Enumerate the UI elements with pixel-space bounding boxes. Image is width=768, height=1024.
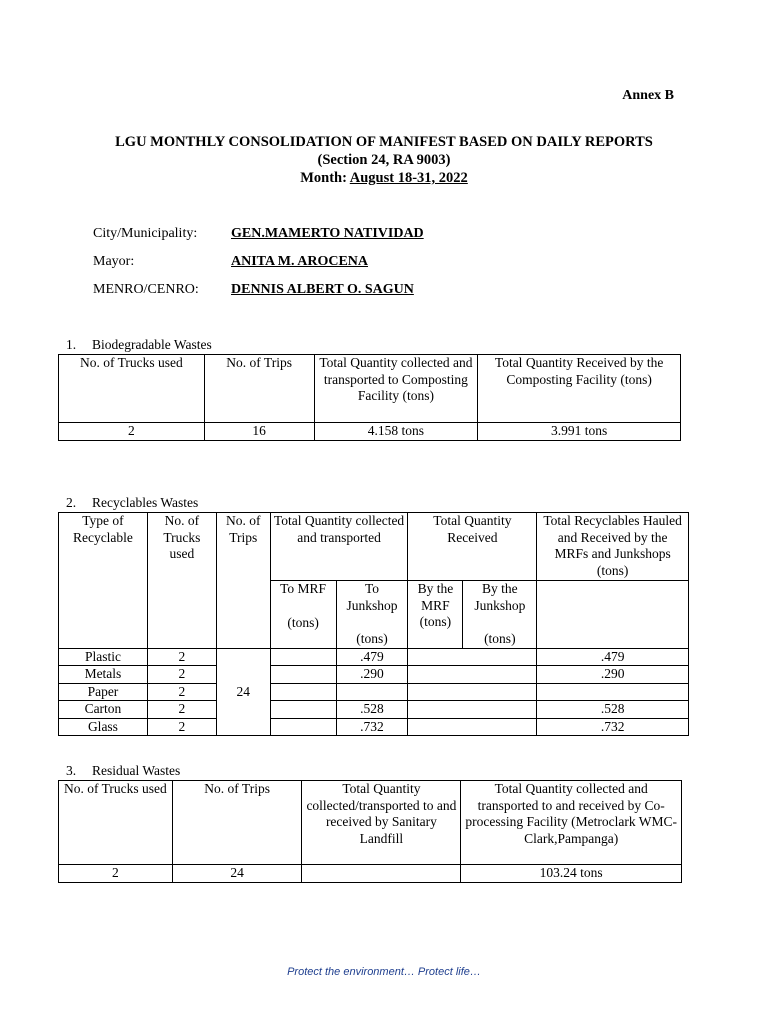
cell-hauled: .290 <box>537 666 689 684</box>
unit-label: (tons) <box>419 614 452 629</box>
header-trucks: No. of Trucks used <box>59 781 173 865</box>
cell-trucks: 2 <box>147 648 216 666</box>
cell-trips: 24 <box>216 648 270 736</box>
mayor-row <box>93 254 368 270</box>
document-title: LGU MONTHLY CONSOLIDATION OF MANIFEST BASED ON DAILY REPORTS <box>115 134 653 150</box>
header-hauled: Total Recyclables Hauled and Received by the MRFs and Junkshops (tons) <box>537 513 689 581</box>
header-trips: No. of Trips <box>204 355 314 423</box>
header-trips: No. of Trips <box>216 513 270 649</box>
table-header-row <box>59 781 682 865</box>
biodegradable-title: Biodegradable Wastes <box>92 337 212 352</box>
city-row <box>93 226 424 242</box>
unit-label: (tons) <box>356 631 388 646</box>
cell-to-mrf <box>270 718 336 736</box>
cell-trips: 24 <box>172 865 302 883</box>
mayor-label: Mayor: <box>93 254 135 269</box>
header-type: Type of Recyclable <box>59 513 148 649</box>
cell-to-junkshop: .290 <box>336 666 408 684</box>
document-section: (Section 24, RA 9003) <box>317 152 451 168</box>
residual-heading <box>66 763 180 779</box>
menro-row <box>93 282 414 298</box>
cell-type: Plastic <box>59 648 148 666</box>
residual-title: Residual Wastes <box>92 763 181 778</box>
by-junkshop-label: By the Junkshop <box>474 581 526 613</box>
biodegradable-heading <box>66 337 212 353</box>
header-coprocessing: Total Quantity collected and transported to and received by Co-processing Facility (Metroclark WMC-Clark,Pampanga) <box>461 781 682 865</box>
month-value: August 18-31, 2022 <box>349 170 468 186</box>
residual-number: 3. <box>66 763 77 778</box>
cell-coprocessing: 103.24 tons <box>461 865 682 883</box>
cell-collected: 4.158 tons <box>314 423 478 441</box>
cell-trucks: 2 <box>147 718 216 736</box>
cell-to-junkshop: .528 <box>336 701 408 719</box>
cell-received <box>408 701 537 719</box>
unit-label: (tons) <box>484 631 516 646</box>
header-trucks: No. of Trucks used <box>147 513 216 649</box>
table-row <box>59 648 689 666</box>
header-trucks: No. of Trucks used <box>59 355 205 423</box>
document-month <box>0 169 768 187</box>
subheader-by-junkshop <box>463 581 537 649</box>
header-collected: Total Quantity collected and transported <box>270 513 408 581</box>
unit-label: (tons) <box>287 614 319 630</box>
cell-received <box>408 666 537 684</box>
header-trips: No. of Trips <box>172 781 302 865</box>
cell-received <box>408 648 537 666</box>
cell-type: Metals <box>59 666 148 684</box>
cell-trucks: 2 <box>147 666 216 684</box>
cell-trucks: 2 <box>59 865 173 883</box>
table-row <box>59 666 689 684</box>
document-title-block <box>0 133 768 187</box>
cell-received: 3.991 tons <box>478 423 681 441</box>
cell-received <box>408 718 537 736</box>
cell-hauled <box>537 683 689 701</box>
residual-table <box>58 780 682 883</box>
header-collected: Total Quantity collected and transported to Composting Facility (tons) <box>314 355 478 423</box>
subheader-to-mrf <box>270 581 336 649</box>
recyclables-heading <box>66 495 198 511</box>
cell-type: Glass <box>59 718 148 736</box>
cell-trucks: 2 <box>147 701 216 719</box>
cell-to-junkshop: .732 <box>336 718 408 736</box>
cell-to-mrf <box>270 701 336 719</box>
header-landfill: Total Quantity collected/transported to and received by Sanitary Landfill <box>302 781 461 865</box>
table-header-row <box>59 513 689 581</box>
recyclables-table <box>58 512 689 736</box>
menro-label: MENRO/CENRO: <box>93 282 199 297</box>
subheader-by-mrf <box>408 581 463 649</box>
to-mrf-label: To MRF <box>280 581 327 596</box>
header-received: Total Quantity Received by the Composting Facility (tons) <box>478 355 681 423</box>
header-received: Total Quantity Received <box>408 513 537 581</box>
subheader-to-junkshop <box>336 581 408 649</box>
footer-slogan: Protect the environment… Protect life… <box>287 966 481 978</box>
table-row <box>59 701 689 719</box>
mayor-value: ANITA M. AROCENA <box>231 254 369 269</box>
cell-trucks: 2 <box>59 423 205 441</box>
biodegradable-number: 1. <box>66 337 77 352</box>
to-junkshop-label: To Junkshop <box>346 581 398 613</box>
by-mrf-label: By the MRF <box>417 581 454 613</box>
table-header-row <box>59 355 681 423</box>
cell-received <box>408 683 537 701</box>
table-row <box>59 423 681 441</box>
month-label: Month: <box>300 170 347 186</box>
cell-trips: 16 <box>204 423 314 441</box>
city-label: City/Municipality: <box>93 226 198 241</box>
city-value: GEN.MAMERTO NATIVIDAD <box>231 226 424 241</box>
cell-hauled: .732 <box>537 718 689 736</box>
table-row <box>59 718 689 736</box>
table-row <box>59 683 689 701</box>
cell-hauled: .479 <box>537 648 689 666</box>
cell-type: Paper <box>59 683 148 701</box>
cell-to-mrf <box>270 683 336 701</box>
cell-landfill <box>302 865 461 883</box>
annex-label: Annex B <box>622 88 674 103</box>
cell-to-mrf <box>270 666 336 684</box>
cell-to-mrf <box>270 648 336 666</box>
cell-type: Carton <box>59 701 148 719</box>
table-row <box>59 865 682 883</box>
cell-to-junkshop: .479 <box>336 648 408 666</box>
cell-trucks: 2 <box>147 683 216 701</box>
biodegradable-table <box>58 354 681 441</box>
menro-value: DENNIS ALBERT O. SAGUN <box>231 282 414 297</box>
subheader-hauled-blank <box>537 581 689 649</box>
cell-to-junkshop <box>336 683 408 701</box>
cell-hauled: .528 <box>537 701 689 719</box>
recyclables-number: 2. <box>66 495 77 510</box>
recyclables-title: Recyclables Wastes <box>92 495 199 510</box>
